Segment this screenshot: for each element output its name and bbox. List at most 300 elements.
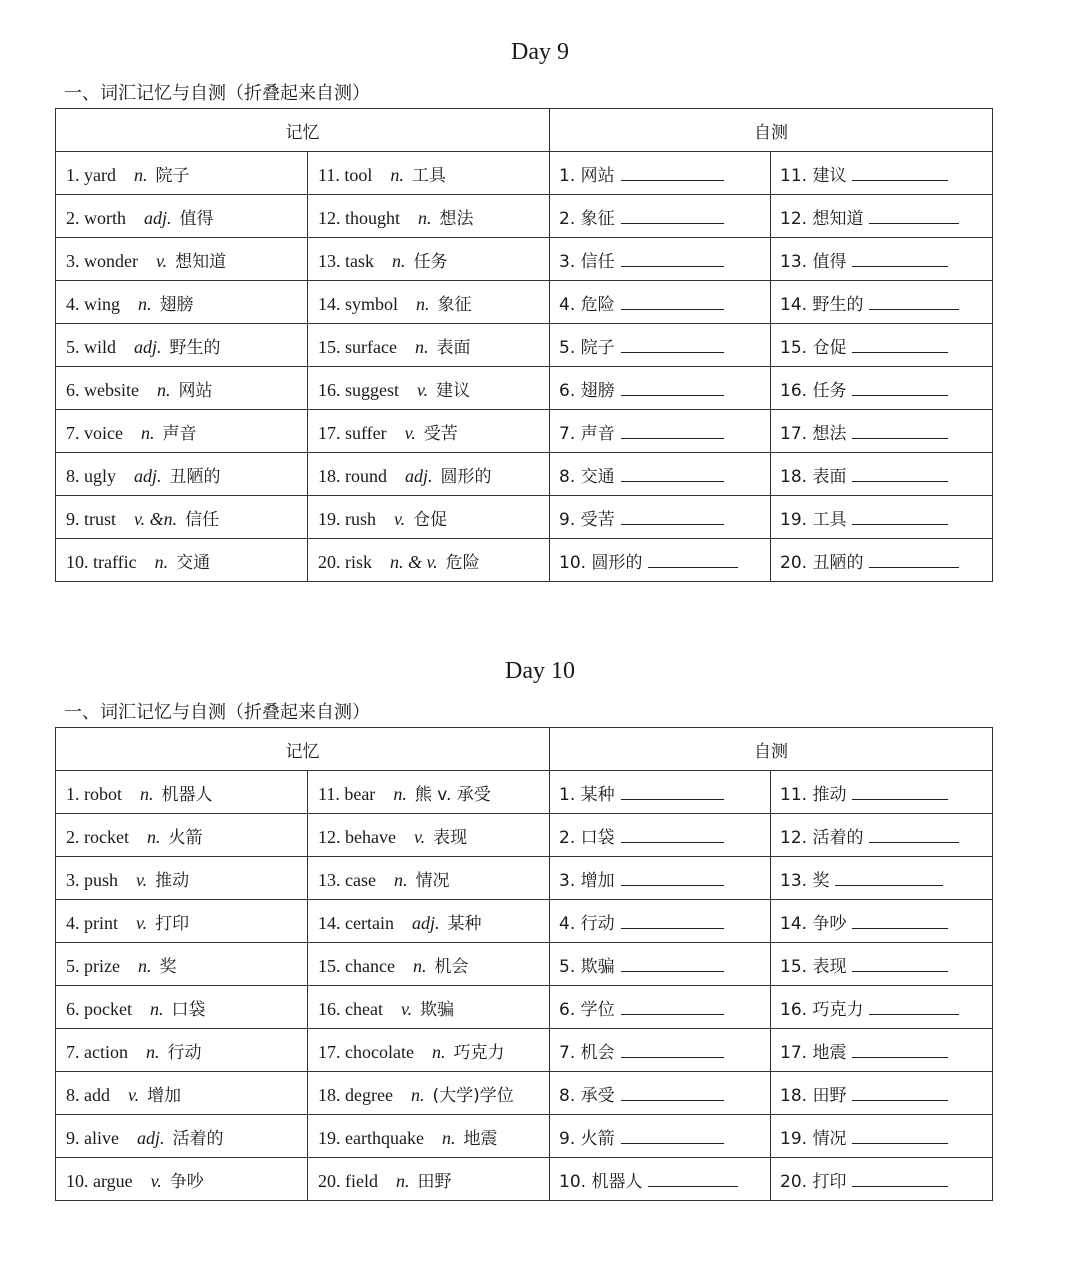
vocab-word: 6. pocket — [66, 998, 132, 1019]
self-test-prompt: 8. 承受 — [559, 1085, 615, 1106]
self-test-cell — [771, 496, 993, 539]
answer-blank[interactable] — [869, 293, 959, 310]
part-of-speech: n. — [412, 955, 427, 976]
self-test-cell — [550, 324, 771, 367]
chinese-meaning: 想法 — [439, 208, 474, 229]
vocab-word: 17. chocolate — [318, 1041, 414, 1062]
self-test-prompt: 7. 机会 — [559, 1042, 615, 1063]
part-of-speech: n. & v. — [390, 551, 438, 572]
day-9-title: Day 9 — [511, 39, 569, 65]
memory-cell — [56, 943, 308, 986]
answer-blank[interactable] — [852, 783, 948, 800]
self-test-cell — [550, 814, 771, 857]
self-test-cell — [771, 324, 993, 367]
table-row — [56, 453, 993, 496]
answer-blank[interactable] — [621, 955, 724, 972]
part-of-speech: v. &n. — [134, 508, 178, 529]
part-of-speech: n. — [145, 1041, 160, 1062]
self-test-cell — [771, 453, 993, 496]
answer-blank[interactable] — [852, 1170, 948, 1187]
memory-cell — [308, 281, 550, 324]
self-test-cell — [550, 1072, 771, 1115]
answer-blank[interactable] — [621, 783, 724, 800]
chinese-meaning: 增加 — [147, 1085, 182, 1106]
memory-cell — [56, 1115, 308, 1158]
self-test-cell — [550, 1029, 771, 1072]
vocab-word: 4. print — [66, 912, 118, 933]
self-test-prompt: 19. 情况 — [780, 1128, 847, 1149]
part-of-speech: adj. — [144, 207, 172, 228]
answer-blank[interactable] — [621, 998, 724, 1015]
self-test-prompt: 17. 想法 — [780, 423, 847, 444]
part-of-speech: n. — [393, 783, 407, 804]
self-test-prompt: 6. 学位 — [559, 999, 615, 1020]
self-test-prompt: 1. 网站 — [559, 165, 615, 186]
answer-blank[interactable] — [621, 826, 724, 843]
self-test-cell — [550, 195, 771, 238]
part-of-speech: adj. — [405, 465, 433, 486]
vocab-word: 8. ugly — [66, 465, 117, 486]
answer-blank[interactable] — [869, 826, 959, 843]
chinese-meaning: (大学)学位 — [432, 1085, 514, 1106]
chinese-meaning: 熊 v. 承受 — [414, 784, 491, 805]
answer-blank[interactable] — [835, 869, 943, 886]
vocab-word: 12. behave — [318, 826, 396, 847]
chinese-meaning: 仓促 — [413, 509, 448, 530]
self-test-prompt: 12. 活着的 — [780, 827, 864, 848]
vocab-word: 16. suggest — [318, 379, 399, 400]
vocab-word: 17. suffer — [318, 422, 387, 443]
answer-blank[interactable] — [869, 551, 959, 568]
chinese-meaning: 欺骗 — [420, 999, 455, 1020]
self-test-prompt: 17. 地震 — [780, 1042, 847, 1063]
answer-blank[interactable] — [869, 207, 959, 224]
memory-cell — [56, 857, 308, 900]
table-row — [56, 152, 993, 195]
memory-cell — [308, 771, 550, 814]
chinese-meaning: 情况 — [415, 870, 450, 891]
self-test-cell — [771, 1158, 993, 1201]
chinese-meaning: 受苦 — [423, 423, 458, 444]
self-test-cell — [771, 1072, 993, 1115]
chinese-meaning: 建议 — [436, 380, 471, 401]
self-test-prompt: 19. 工具 — [780, 509, 847, 530]
vocab-word: 1. robot — [66, 783, 122, 804]
memory-cell — [56, 281, 308, 324]
self-test-cell — [550, 771, 771, 814]
memory-cell — [308, 238, 550, 281]
answer-blank[interactable] — [621, 1041, 724, 1058]
vocab-word: 6. website — [66, 379, 139, 400]
vocab-word: 7. voice — [66, 422, 123, 443]
answer-blank[interactable] — [852, 250, 948, 267]
self-test-prompt: 1. 某种 — [559, 784, 615, 805]
vocab-word: 20. risk — [318, 551, 372, 572]
table-row — [56, 238, 993, 281]
self-test-prompt: 15. 仓促 — [780, 337, 847, 358]
chinese-meaning: 院子 — [155, 165, 190, 186]
answer-blank[interactable] — [852, 912, 948, 929]
memory-cell — [308, 496, 550, 539]
answer-blank[interactable] — [621, 1127, 724, 1144]
self-test-cell — [550, 238, 771, 281]
self-test-cell — [550, 410, 771, 453]
memory-cell — [308, 986, 550, 1029]
memory-cell — [56, 1072, 308, 1115]
answer-blank[interactable] — [648, 551, 738, 568]
answer-blank[interactable] — [852, 379, 948, 396]
answer-blank[interactable] — [621, 379, 724, 396]
table-row — [56, 1072, 993, 1115]
self-test-cell — [771, 900, 993, 943]
vocab-word: 15. surface — [318, 336, 397, 357]
part-of-speech: v. — [413, 826, 426, 847]
self-test-prompt: 14. 争吵 — [780, 913, 847, 934]
self-test-cell — [771, 367, 993, 410]
vocab-word: 19. rush — [318, 508, 376, 529]
vocab-word: 19. earthquake — [318, 1127, 424, 1148]
answer-blank[interactable] — [852, 508, 948, 525]
memory-cell — [56, 1158, 308, 1201]
part-of-speech: n. — [138, 293, 152, 314]
part-of-speech: n. — [392, 250, 406, 271]
self-test-prompt: 4. 危险 — [559, 294, 615, 315]
self-test-cell — [771, 771, 993, 814]
chinese-meaning: 表现 — [433, 827, 468, 848]
memory-header: 记忆 — [56, 728, 550, 771]
memory-cell — [56, 1029, 308, 1072]
memory-cell — [56, 410, 308, 453]
day-9-vocab-table — [55, 108, 993, 582]
memory-cell — [56, 453, 308, 496]
day-10-section-title: 一、词汇记忆与自测（折叠起来自测） — [64, 702, 370, 723]
answer-blank[interactable] — [852, 1084, 948, 1101]
vocab-word: 5. wild — [66, 336, 117, 357]
self-test-prompt: 18. 田野 — [780, 1085, 847, 1106]
self-test-prompt: 3. 增加 — [559, 870, 615, 891]
self-test-cell — [550, 1115, 771, 1158]
self-test-cell — [550, 281, 771, 324]
vocab-word: 2. rocket — [66, 826, 129, 847]
self-test-prompt: 10. 机器人 — [559, 1171, 643, 1192]
self-test-prompt: 9. 火箭 — [559, 1128, 615, 1149]
memory-cell — [56, 771, 308, 814]
vocab-word: 3. wonder — [66, 250, 138, 271]
part-of-speech: n. — [149, 998, 164, 1019]
part-of-speech: v. — [128, 1084, 140, 1105]
memory-cell — [56, 238, 308, 281]
self-test-prompt: 5. 欺骗 — [559, 956, 615, 977]
chinese-meaning: 声音 — [162, 423, 197, 444]
memory-cell — [308, 410, 550, 453]
part-of-speech: v. — [400, 998, 413, 1019]
chinese-meaning: 危险 — [445, 552, 480, 573]
self-test-header: 自测 — [550, 728, 993, 771]
table-row — [56, 771, 993, 814]
answer-blank[interactable] — [621, 422, 724, 439]
part-of-speech: v. — [150, 1170, 162, 1191]
part-of-speech: n. — [156, 379, 171, 400]
vocab-word: 2. worth — [66, 207, 126, 228]
memory-cell — [308, 857, 550, 900]
vocab-word: 11. tool — [318, 164, 373, 185]
part-of-speech: adj. — [134, 465, 162, 486]
table-row — [56, 410, 993, 453]
memory-cell — [308, 539, 550, 582]
self-test-prompt: 6. 翅膀 — [559, 380, 615, 401]
self-test-cell — [771, 539, 993, 582]
part-of-speech: n. — [393, 869, 408, 890]
table-row — [56, 857, 993, 900]
memory-cell — [308, 195, 550, 238]
self-test-prompt: 16. 任务 — [780, 380, 847, 401]
chinese-meaning: 活着的 — [172, 1128, 224, 1149]
memory-cell — [308, 367, 550, 410]
vocab-word: 9. alive — [66, 1127, 119, 1148]
part-of-speech: adj. — [411, 912, 440, 933]
self-test-prompt: 4. 行动 — [559, 913, 615, 934]
answer-blank[interactable] — [621, 465, 724, 482]
vocab-word: 15. chance — [318, 955, 395, 976]
self-test-cell — [771, 1115, 993, 1158]
memory-cell — [308, 1029, 550, 1072]
answer-blank[interactable] — [852, 164, 948, 181]
answer-blank[interactable] — [852, 422, 948, 439]
answer-blank[interactable] — [621, 912, 724, 929]
self-test-prompt: 11. 推动 — [780, 784, 847, 805]
table-row — [56, 195, 993, 238]
part-of-speech: n. — [146, 826, 161, 847]
part-of-speech: adj. — [136, 1127, 165, 1148]
part-of-speech: v. — [394, 508, 406, 529]
answer-blank[interactable] — [621, 869, 724, 886]
part-of-speech: n. — [418, 207, 432, 228]
table-row — [56, 496, 993, 539]
chinese-meaning: 打印 — [155, 913, 190, 934]
table-row — [56, 324, 993, 367]
chinese-meaning: 推动 — [155, 870, 190, 891]
vocab-word: 3. push — [66, 869, 119, 890]
chinese-meaning: 交通 — [176, 552, 211, 573]
self-test-cell — [771, 281, 993, 324]
memory-cell — [56, 539, 308, 582]
memory-cell — [56, 152, 308, 195]
self-test-prompt: 13. 奖 — [780, 870, 830, 891]
answer-blank[interactable] — [621, 293, 724, 310]
self-test-prompt: 13. 值得 — [780, 251, 847, 272]
chinese-meaning: 巧克力 — [453, 1042, 505, 1063]
memory-cell — [56, 195, 308, 238]
table-row — [56, 367, 993, 410]
self-test-prompt: 9. 受苦 — [559, 509, 615, 530]
part-of-speech: n. — [137, 955, 152, 976]
chinese-meaning: 地震 — [463, 1128, 498, 1149]
part-of-speech: v. — [136, 869, 148, 890]
memory-cell — [308, 814, 550, 857]
self-test-cell — [771, 943, 993, 986]
self-test-cell — [550, 453, 771, 496]
self-test-cell — [550, 367, 771, 410]
vocab-word: 10. traffic — [66, 551, 137, 572]
self-test-cell — [550, 900, 771, 943]
chinese-meaning: 机器人 — [161, 784, 213, 805]
table-row — [56, 539, 993, 582]
self-test-prompt: 3. 信任 — [559, 251, 615, 272]
vocab-word: 12. thought — [318, 207, 401, 228]
chinese-meaning: 机会 — [434, 956, 469, 977]
self-test-prompt: 18. 表面 — [780, 466, 847, 487]
part-of-speech: n. — [390, 164, 404, 185]
answer-blank[interactable] — [869, 998, 959, 1015]
memory-cell — [308, 943, 550, 986]
part-of-speech: n. — [431, 1041, 446, 1062]
chinese-meaning: 圆形的 — [440, 466, 492, 487]
part-of-speech: n. — [140, 422, 155, 443]
part-of-speech: adj. — [134, 336, 162, 357]
self-test-header: 自测 — [550, 109, 993, 152]
table-row — [56, 943, 993, 986]
chinese-meaning: 象征 — [437, 294, 472, 315]
chinese-meaning: 值得 — [179, 208, 214, 229]
answer-blank[interactable] — [648, 1170, 738, 1187]
table-row — [56, 1115, 993, 1158]
answer-blank[interactable] — [621, 1084, 724, 1101]
memory-cell — [308, 900, 550, 943]
self-test-cell — [550, 857, 771, 900]
vocab-word: 14. symbol — [318, 293, 399, 314]
part-of-speech: n. — [154, 551, 169, 572]
self-test-prompt: 2. 口袋 — [559, 827, 615, 848]
part-of-speech: n. — [441, 1127, 456, 1148]
part-of-speech: n. — [396, 1170, 410, 1191]
table-row — [56, 281, 993, 324]
part-of-speech: v. — [136, 912, 148, 933]
answer-blank[interactable] — [621, 508, 724, 525]
answer-blank[interactable] — [852, 955, 948, 972]
self-test-cell — [771, 857, 993, 900]
vocab-word: 7. action — [66, 1041, 128, 1062]
chinese-meaning: 工具 — [411, 165, 446, 186]
self-test-cell — [771, 152, 993, 195]
self-test-prompt: 11. 建议 — [780, 165, 847, 186]
self-test-cell — [771, 814, 993, 857]
vocab-word: 18. degree — [318, 1084, 393, 1105]
part-of-speech: v. — [155, 250, 168, 271]
vocab-word: 10. argue — [66, 1170, 133, 1191]
vocab-word: 4. wing — [66, 293, 120, 314]
memory-cell — [308, 1072, 550, 1115]
self-test-prompt: 16. 巧克力 — [780, 999, 864, 1020]
vocab-word: 5. prize — [66, 955, 120, 976]
self-test-prompt: 5. 院子 — [559, 337, 615, 358]
vocab-word: 11. bear — [318, 783, 376, 804]
chinese-meaning: 野生的 — [169, 337, 221, 358]
memory-cell — [308, 453, 550, 496]
chinese-meaning: 翅膀 — [159, 294, 194, 315]
memory-cell — [56, 986, 308, 1029]
vocab-word: 14. certain — [318, 912, 394, 933]
day-10-vocab-table — [55, 727, 993, 1201]
memory-cell — [56, 814, 308, 857]
chinese-meaning: 奖 — [159, 956, 177, 977]
part-of-speech: n. — [133, 164, 148, 185]
self-test-cell — [771, 195, 993, 238]
self-test-prompt: 12. 想知道 — [780, 208, 864, 229]
answer-blank[interactable] — [852, 336, 948, 353]
day-10-title: Day 10 — [505, 658, 575, 684]
self-test-cell — [550, 943, 771, 986]
memory-cell — [56, 900, 308, 943]
answer-blank[interactable] — [621, 336, 724, 353]
answer-blank[interactable] — [621, 207, 724, 224]
part-of-speech: v. — [404, 422, 416, 443]
vocab-word: 1. yard — [66, 164, 116, 185]
memory-cell — [308, 152, 550, 195]
chinese-meaning: 丑陋的 — [169, 466, 221, 487]
table-row — [56, 1158, 993, 1201]
chinese-meaning: 田野 — [417, 1171, 452, 1192]
vocab-word: 20. field — [318, 1170, 378, 1191]
vocab-word: 16. cheat — [318, 998, 383, 1019]
chinese-meaning: 口袋 — [171, 999, 206, 1020]
answer-blank[interactable] — [621, 250, 724, 267]
memory-header: 记忆 — [56, 109, 550, 152]
part-of-speech: n. — [140, 783, 154, 804]
self-test-prompt: 2. 象征 — [559, 208, 615, 229]
vocab-word: 13. task — [318, 250, 374, 271]
chinese-meaning: 火箭 — [168, 827, 203, 848]
vocab-word: 13. case — [318, 869, 376, 890]
self-test-cell — [771, 410, 993, 453]
self-test-cell — [550, 496, 771, 539]
table-row — [56, 814, 993, 857]
answer-blank[interactable] — [852, 1127, 948, 1144]
part-of-speech: n. — [414, 336, 429, 357]
answer-blank[interactable] — [852, 1041, 948, 1058]
vocab-word: 9. trust — [66, 508, 117, 529]
table-row — [56, 1029, 993, 1072]
self-test-prompt: 14. 野生的 — [780, 294, 864, 315]
self-test-prompt: 7. 声音 — [559, 423, 615, 444]
answer-blank[interactable] — [621, 164, 724, 181]
memory-cell — [308, 1158, 550, 1201]
chinese-meaning: 任务 — [413, 251, 448, 272]
self-test-cell — [550, 152, 771, 195]
self-test-cell — [550, 539, 771, 582]
chinese-meaning: 行动 — [167, 1042, 202, 1063]
part-of-speech: n. — [416, 293, 430, 314]
self-test-prompt: 10. 圆形的 — [559, 552, 643, 573]
self-test-prompt: 20. 丑陋的 — [780, 552, 864, 573]
chinese-meaning: 信任 — [185, 509, 220, 530]
self-test-cell — [771, 1029, 993, 1072]
chinese-meaning: 想知道 — [175, 251, 227, 272]
memory-cell — [56, 496, 308, 539]
vocab-word: 18. round — [318, 465, 387, 486]
answer-blank[interactable] — [852, 465, 948, 482]
day-9-section-title: 一、词汇记忆与自测（折叠起来自测） — [64, 83, 370, 104]
self-test-prompt: 20. 打印 — [780, 1171, 847, 1192]
self-test-prompt: 15. 表现 — [780, 956, 847, 977]
chinese-meaning: 网站 — [178, 380, 213, 401]
self-test-cell — [771, 238, 993, 281]
chinese-meaning: 争吵 — [169, 1171, 204, 1192]
self-test-cell — [550, 986, 771, 1029]
memory-cell — [56, 367, 308, 410]
memory-cell — [56, 324, 308, 367]
part-of-speech: v. — [417, 379, 429, 400]
self-test-prompt: 8. 交通 — [559, 466, 615, 487]
